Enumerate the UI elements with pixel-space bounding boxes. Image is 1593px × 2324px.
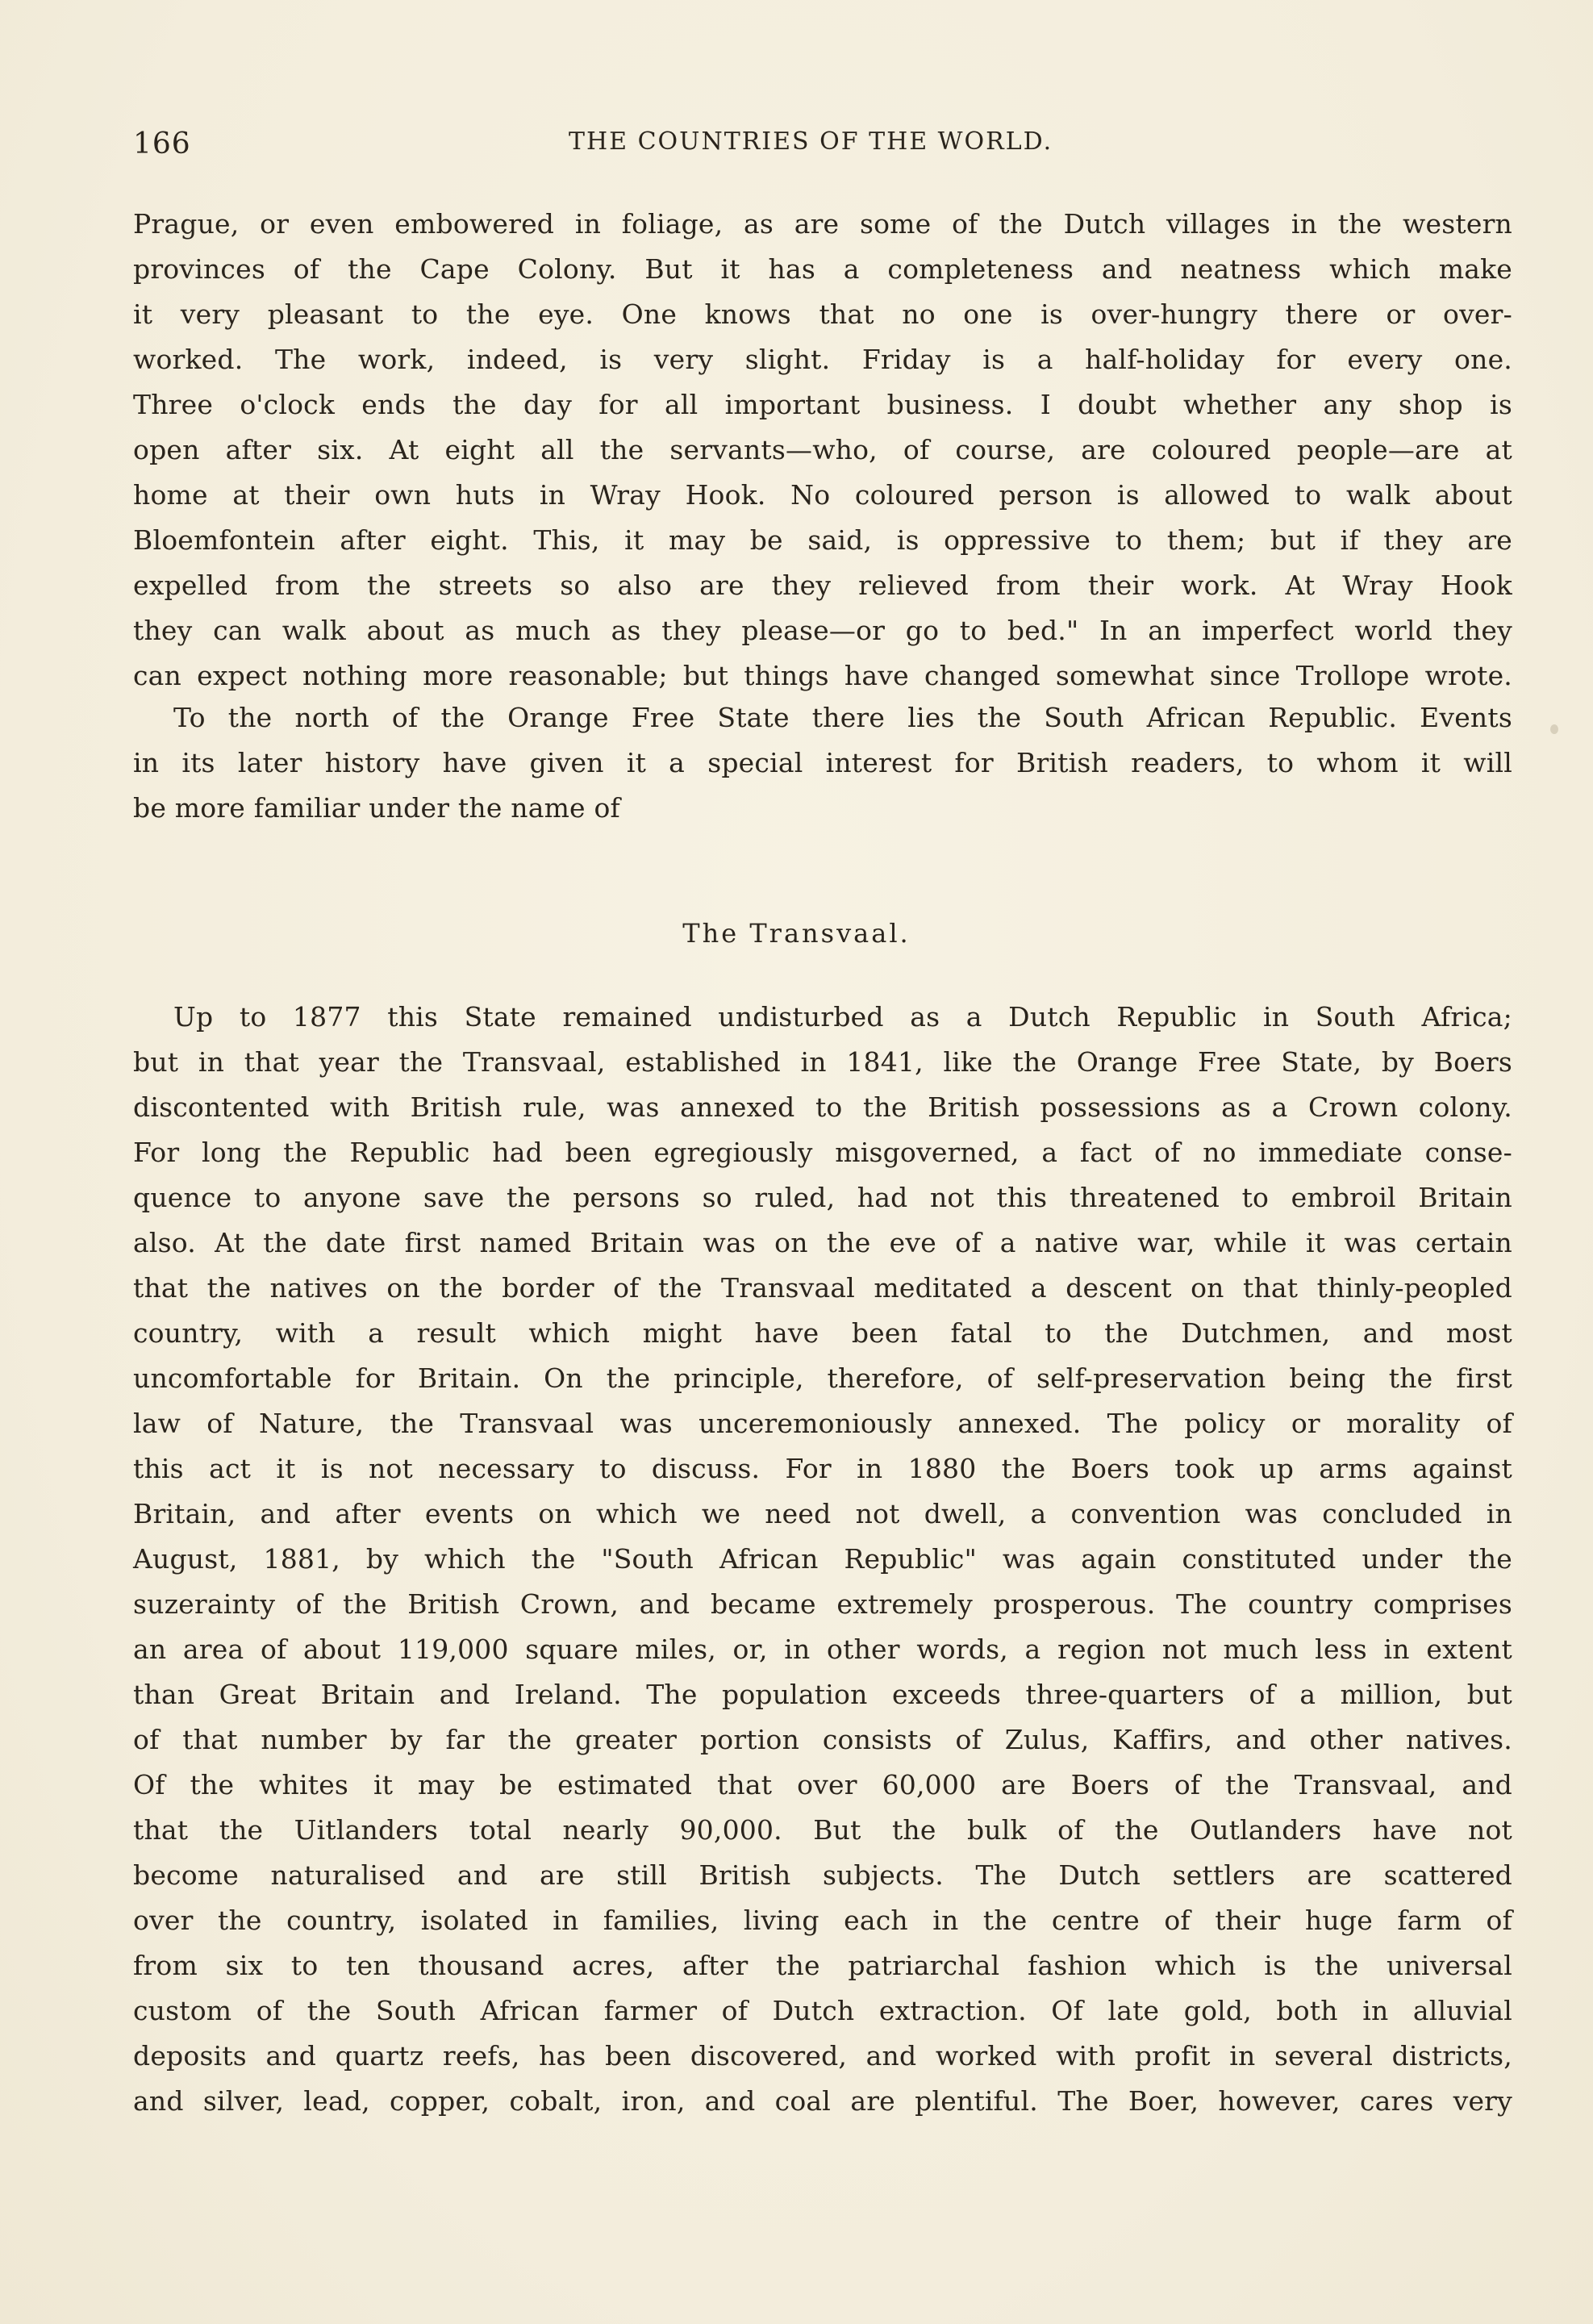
section-heading: The Transvaal. bbox=[682, 918, 911, 949]
paper-blemish bbox=[1550, 724, 1558, 734]
paragraph-transvaal bbox=[133, 995, 1512, 2124]
text-line: For long the Republic had been egregiously misgoverned, a fact of no immediate conse- bbox=[133, 1137, 1512, 1168]
text-line: uncomfortable for Britain. On the principle, therefore, of self-preservation being the first bbox=[133, 1362, 1512, 1394]
text-line: To the north of the Orange Free State there lies the South African Republic. Events bbox=[173, 702, 1512, 733]
text-line: Britain, and after events on which we need not dwell, a convention was concluded in bbox=[133, 1498, 1512, 1529]
text-line: be more familiar under the name of bbox=[133, 792, 620, 824]
text-line: open after six. At eight all the servants—who, of course, are coloured people—are at bbox=[133, 434, 1512, 465]
text-line: expelled from the streets so also are they relieved from their work. At Wray Hook bbox=[133, 570, 1512, 601]
text-line: law of Nature, the Transvaal was unceremoniously annexed. The policy or morality of bbox=[133, 1408, 1512, 1439]
page-header bbox=[133, 119, 1520, 168]
text-line: custom of the South African farmer of Dutch extraction. Of late gold, both in alluvial bbox=[133, 1995, 1512, 2026]
text-line: deposits and quartz reefs, has been discovered, and worked with profit in several districts, bbox=[133, 2040, 1512, 2072]
page-number: 166 bbox=[133, 127, 191, 161]
text-line: of that number by far the greater portion consists of Zulus, Kaffirs, and other natives. bbox=[133, 1724, 1512, 1755]
text-line: discontented with British rule, was annexed to the British possessions as a Crown colony. bbox=[133, 1091, 1512, 1123]
text-line: Prague, or even embowered in foliage, as are some of the Dutch villages in the western bbox=[133, 208, 1512, 240]
text-line: an area of about 119,000 square miles, or, in other words, a region not much less in extent bbox=[133, 1633, 1512, 1665]
text-line: August, 1881, by which the "South African Republic" was again constituted under the bbox=[133, 1543, 1512, 1575]
text-line: suzerainty of the British Crown, and became extremely prosperous. The country comprises bbox=[133, 1588, 1512, 1620]
text-line: in its later history have given it a special interest for British readers, to whom it will bbox=[133, 747, 1512, 778]
text-line: it very pleasant to the eye. One knows that no one is over-hungry there or over- bbox=[133, 298, 1512, 330]
text-line: but in that year the Transvaal, established in 1841, like the Orange Free State, by Boers bbox=[133, 1046, 1512, 1078]
paragraph-orange-free-state bbox=[133, 695, 1512, 831]
text-line: over the country, isolated in families, living each in the centre of their huge farm of bbox=[133, 1905, 1512, 1936]
text-line: that the Uitlanders total nearly 90,000. But the bulk of the Outlanders have not bbox=[133, 1814, 1512, 1846]
text-line: that the natives on the border of the Transvaal meditated a descent on that thinly-peopled bbox=[133, 1272, 1512, 1304]
text-line: worked. The work, indeed, is very slight. Friday is a half-holiday for every one. bbox=[133, 344, 1512, 375]
paragraph-continued bbox=[133, 202, 1512, 699]
text-line: this act it is not necessary to discuss. For in 1880 the Boers took up arms against bbox=[133, 1453, 1512, 1484]
text-line: country, with a result which might have been fatal to the Dutchmen, and most bbox=[133, 1317, 1512, 1349]
text-line: they can walk about as much as they please—or go to bed." In an imperfect world they bbox=[133, 615, 1512, 646]
running-head: THE COUNTRIES OF THE WORLD. bbox=[569, 127, 1053, 156]
text-line: home at their own huts in Wray Hook. No coloured person is allowed to walk about bbox=[133, 479, 1512, 511]
text-line: also. At the date first named Britain was on the eve of a native war, while it was certain bbox=[133, 1227, 1512, 1258]
text-line: quence to anyone save the persons so ruled, had not this threatened to embroil Britain bbox=[133, 1182, 1512, 1213]
text-line: Of the whites it may be estimated that over 60,000 are Boers of the Transvaal, and bbox=[133, 1769, 1512, 1800]
text-line: Three o'clock ends the day for all important business. I doubt whether any shop is bbox=[133, 389, 1512, 420]
text-line: Up to 1877 this State remained undisturbed as a Dutch Republic in South Africa; bbox=[173, 1001, 1512, 1033]
text-line: provinces of the Cape Colony. But it has a completeness and neatness which make bbox=[133, 253, 1512, 285]
text-line: become naturalised and are still British subjects. The Dutch settlers are scattered bbox=[133, 1859, 1512, 1891]
text-line: from six to ten thousand acres, after the patriarchal fashion which is the universal bbox=[133, 1950, 1512, 1981]
text-line: and silver, lead, copper, cobalt, iron, and coal are plentiful. The Boer, however, cares very bbox=[133, 2085, 1512, 2117]
text-line: Bloemfontein after eight. This, it may be said, is oppressive to them; but if they are bbox=[133, 524, 1512, 556]
text-line: can expect nothing more reasonable; but things have changed somewhat since Trollope wrote. bbox=[133, 660, 1512, 691]
text-line: than Great Britain and Ireland. The population exceeds three-quarters of a million, but bbox=[133, 1679, 1512, 1710]
